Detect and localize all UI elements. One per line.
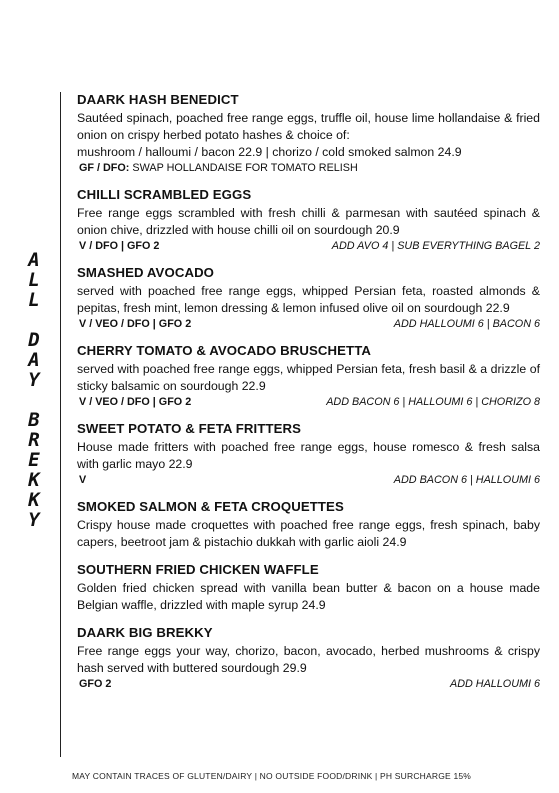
side-title-letter: K (28, 469, 40, 491)
item-price-line: mushroom / halloumi / bacon 22.9 | chorizo / cold smoked salmon 24.9 (77, 145, 462, 159)
item-dietary-row (77, 473, 540, 488)
item-dietary: GFO 2 (79, 678, 112, 690)
item-dietary: V / DFO | GFO 2 (79, 240, 160, 252)
item-description: Sautéed spinach, poached free range eggs, truffle oil, house lime hollandaise & fried onion on crispy herbed potato hashes & choice of: (77, 111, 540, 142)
side-title-letter: A (28, 349, 40, 371)
menu-item (77, 91, 540, 176)
item-description: Free range eggs your way, chorizo, bacon, avocado, herbed mushrooms & crispy hash served with buttered sourdough 29.9 (77, 644, 540, 675)
side-title-letter: K (28, 489, 40, 511)
item-dietary: V (79, 474, 87, 486)
side-title-letter: L (28, 269, 40, 291)
item-dietary: V / VEO / DFO | GFO 2 (79, 396, 192, 408)
item-title: SOUTHERN FRIED CHICKEN WAFFLE (77, 562, 319, 577)
menu-item (77, 342, 540, 410)
item-dietary-row (77, 395, 540, 410)
item-dietary-row (77, 317, 540, 332)
item-dietary: GF / DFO: (79, 162, 130, 174)
vertical-divider (60, 92, 61, 757)
side-title-letter: A (28, 249, 40, 271)
menu-item (77, 624, 540, 692)
footer-disclaimer: MAY CONTAIN TRACES OF GLUTEN/DAIRY | NO OUTSIDE FOOD/DRINK | PH SURCHARGE 15% (72, 771, 472, 781)
item-title: DAARK BIG BREKKY (77, 625, 213, 640)
menu-item (77, 264, 540, 332)
item-title: SMASHED AVOCADO (77, 265, 215, 280)
item-title: SWEET POTATO & FETA FRITTERS (77, 421, 302, 436)
item-extras: ADD BACON 6 | HALLOUMI 6 (393, 474, 540, 486)
item-description: served with poached free range eggs, whipped Persian feta, roasted almonds & pepitas, fresh mint, lemon dressing & lemon infused olive oil on sourdough 22.9 (77, 284, 540, 315)
side-title-letter: Y (28, 369, 40, 391)
item-dietary-row (77, 239, 540, 254)
side-title-letter: L (28, 289, 40, 311)
item-title: CHILLI SCRAMBLED EGGS (77, 187, 252, 202)
menu-item (77, 420, 540, 488)
side-title-letter: Y (28, 509, 40, 531)
item-dietary-note: SWAP HOLLANDAISE FOR TOMATO RELISH (132, 162, 358, 174)
side-title-letter: D (28, 329, 40, 351)
item-description: Crispy house made croquettes with poached free range eggs, fresh spinach, baby capers, beetroot jam & pistachio dukkah with garlic aioli 24.9 (77, 518, 540, 549)
item-dietary-row (77, 677, 540, 692)
item-description: Golden fried chicken spread with vanilla bean butter & bacon on a house made Belgian waffle, drizzled with maple syrup 24.9 (77, 581, 540, 612)
item-extras: ADD AVO 4 | SUB EVERYTHING BAGEL 2 (331, 240, 540, 252)
side-title-letter: R (28, 429, 40, 451)
item-extras: ADD BACON 6 | HALLOUMI 6 | CHORIZO 8 (326, 396, 540, 408)
menu-item (77, 561, 540, 614)
item-description: Free range eggs scrambled with fresh chilli & parmesan with sautéed spinach & onion chive, drizzled with house chilli oil on sourdough 20.9 (77, 206, 540, 237)
item-title: CHERRY TOMATO & AVOCADO BRUSCHETTA (77, 343, 372, 358)
menu-item (77, 498, 540, 551)
side-title-letter: E (28, 449, 40, 471)
item-dietary: V / VEO / DFO | GFO 2 (79, 318, 192, 330)
side-title-letter: B (28, 409, 40, 431)
item-extras: ADD HALLOUMI 6 | BACON 6 (393, 318, 540, 330)
side-title (20, 250, 48, 530)
item-description: House made fritters with poached free range eggs, house romesco & fresh salsa with garlic mayo 22.9 (77, 440, 540, 471)
item-dietary-row (77, 161, 540, 176)
menu-list (77, 91, 540, 702)
item-extras: ADD HALLOUMI 6 (450, 678, 540, 690)
item-title: DAARK HASH BENEDICT (77, 92, 239, 107)
menu-item (77, 186, 540, 254)
item-title: SMOKED SALMON & FETA CROQUETTES (77, 499, 344, 514)
item-description: served with poached free range eggs, whipped Persian feta, fresh basil & a drizzle of sticky balsamic on sourdough 22.9 (77, 362, 540, 393)
